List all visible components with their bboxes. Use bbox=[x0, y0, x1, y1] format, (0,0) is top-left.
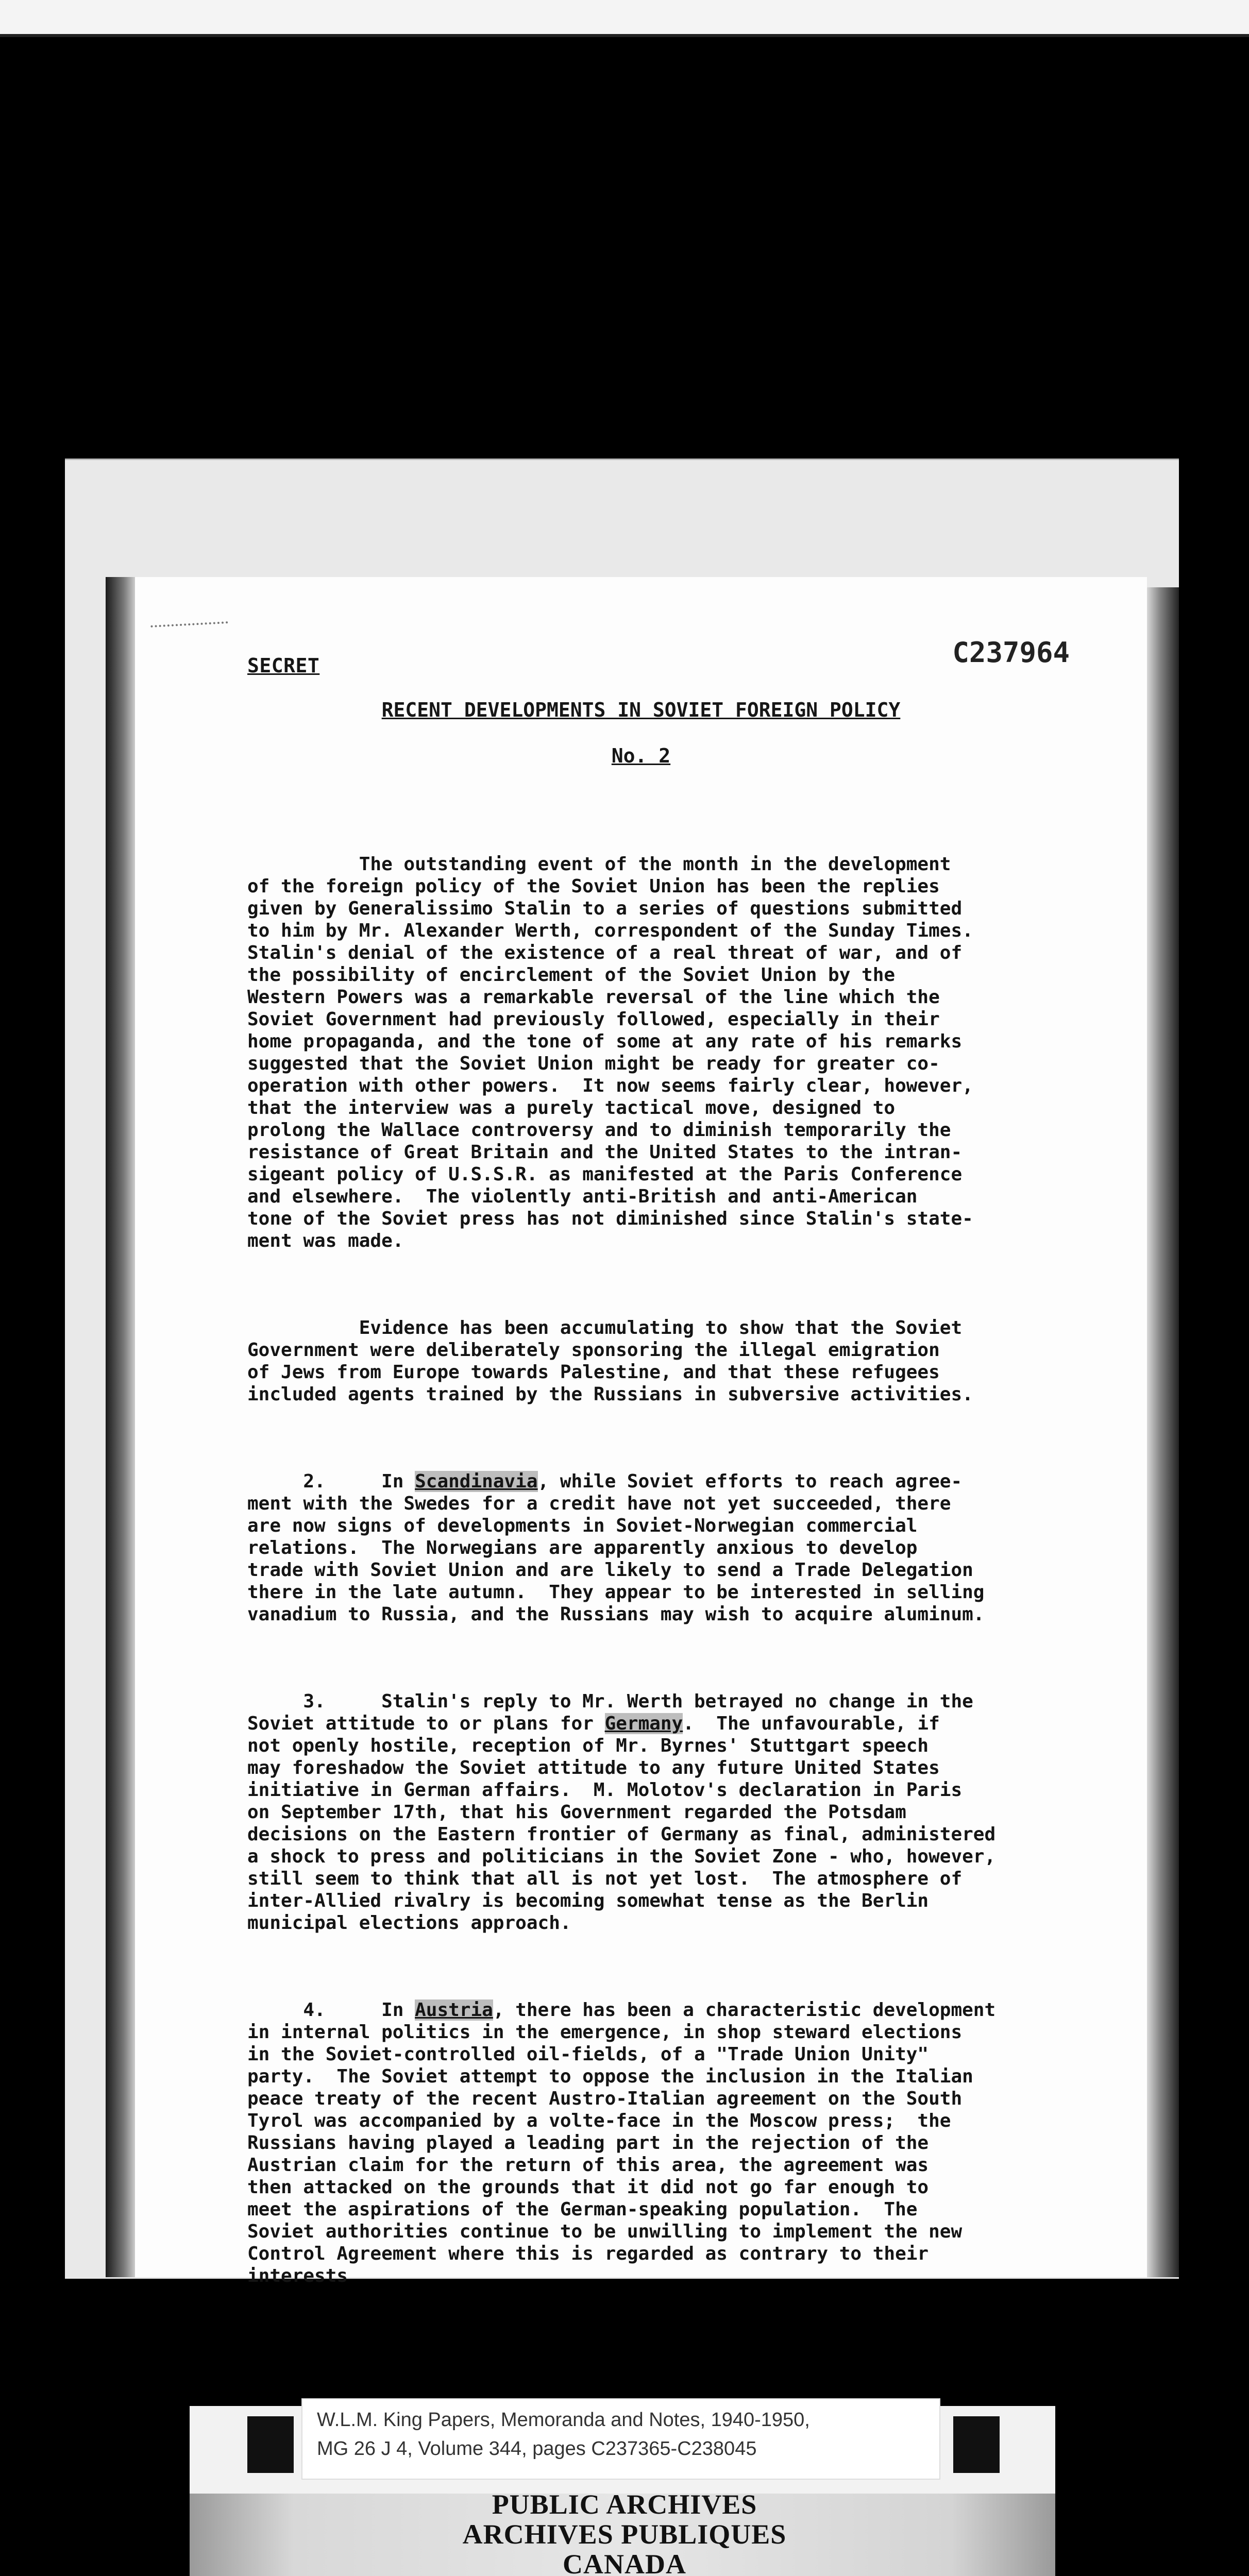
paragraph-1: Evidence has been accumulating to show that the Soviet Government were deliberately sponsoring the illegal emigration of Jews from Europe towards Palestine, and that these refugees included agents trained by the Russians in subversive activities. bbox=[247, 1317, 973, 1405]
paragraph-2-lead: 2. In bbox=[247, 1471, 415, 1492]
paragraph-3-lead: 3. Stalin's reply to Mr. Werth betrayed no change in the Soviet attitude to or plans for bbox=[247, 1691, 973, 1734]
paragraph-3 bbox=[247, 1690, 1134, 1934]
paragraph-4-lead: 4. In bbox=[247, 1999, 415, 2021]
document-number: No. 2 bbox=[611, 744, 671, 767]
caption-notch-left bbox=[247, 2416, 294, 2473]
archives-stamp-country: CANADA bbox=[563, 2549, 686, 2576]
pencil-mark bbox=[150, 614, 228, 628]
keyword-germany: Germany bbox=[604, 1713, 683, 1734]
classification-label: SECRET bbox=[247, 654, 320, 677]
document-page bbox=[135, 577, 1147, 2286]
citation-line-2: MG 26 J 4, Volume 344, pages C237365-C238045 bbox=[317, 2438, 757, 2460]
reference-number: C237964 bbox=[952, 636, 1070, 669]
film-top-strip bbox=[0, 0, 1249, 34]
keyword-scandinavia: Scandinavia bbox=[415, 1471, 538, 1492]
paragraph-4-text: , there has been a characteristic development in internal politics in the emergence, in shop steward elections in the Soviet-controlled oil-fields, of a "Trade Union Unity" party. The Soviet attempt to oppose the inclusion in the Italian peace treaty of the recent Austro-Italian agreement on the South Tyrol was accompanied by a volte-face in the Moscow press; the Russians having played a leading part in the rejection of the Austrian claim for the return of this area, the agreement was then attacked on the grounds that it did not go far enough to meet the aspirations of the German-speaking population. The Soviet authorities continue to be unwilling to implement the new Control Agreement where this is regarded as contrary to their interests bbox=[247, 1999, 996, 2286]
page-left-shadow bbox=[106, 577, 136, 2277]
keyword-austria: Austria bbox=[415, 1999, 493, 2021]
citation-label bbox=[301, 2398, 940, 2480]
archives-stamp-english: PUBLIC ARCHIVES bbox=[492, 2489, 757, 2520]
document-title: RECENT DEVELOPMENTS IN SOVIET FOREIGN POLICY bbox=[381, 699, 901, 721]
archives-stamp-french: ARCHIVES PUBLIQUES bbox=[462, 2519, 787, 2550]
paragraph-4 bbox=[247, 1999, 1134, 2287]
caption-notch-right bbox=[953, 2416, 1000, 2473]
paragraph-intro: The outstanding event of the month in the development of the foreign policy of the Soviet Union has been the replies given by Generalissimo Stalin to a series of questions submitted to him by Mr. Alexander Werth, correspondent of the Sunday Times. Stalin's denial of the existence of a real threat of war, and of the possibility of encirclement of the Soviet Union by the Western Powers was a remarkable reversal of the line which the Soviet Government had previously followed, especially in their home propaganda, and the tone of some at any rate of his remarks suggested that the Soviet Union might be ready for greater co- operation with other powers. It now seems fairly clear, however, that the interview was a purely tactical move, designed to prolong the Wallace controversy and to diminish temporarily the resistance of Great Britain and the United States to the intran- sigeant policy of U.S.S.R. as manifested at the Paris Conference and elsewhere. The violently anti-British and anti-American tone of the Soviet press has not diminished since Stalin's state- ment was made. bbox=[247, 854, 973, 1251]
page-right-shadow bbox=[1146, 587, 1179, 2277]
paragraph-2 bbox=[247, 1470, 1134, 1625]
paragraph-2-text: , while Soviet efforts to reach agree- ment with the Swedes for a credit have not yet succeeded, there are now signs of developments in Soviet-Norwegian commercial relations. The Norwegians are apparently anxious to develop trade with Soviet Union and are likely to send a Trade Delegation there in the late autumn. They appear to be interested in selling vanadium to Russia, and the Russians may wish to acquire aluminum. bbox=[247, 1471, 985, 1625]
paragraph-3-text: . The unfavourable, if not openly hostile, reception of Mr. Byrnes' Stuttgart speech may foreshadow the Soviet attitude to any future United States initiative in German affairs. M. Molotov's declaration in Paris on September 17th, that his Government regarded the Potsdam decisions on the Eastern frontier of Germany as final, administered a shock to press and politicians in the Soviet Zone - who, however, still seem to think that all is not yet lost. The atmosphere of inter-Allied rivalry is becoming somewhat tense as the Berlin municipal elections approach. bbox=[247, 1713, 996, 1934]
document-body bbox=[247, 809, 1134, 2352]
film-top-edge bbox=[0, 34, 1249, 37]
citation-line-1: W.L.M. King Papers, Memoranda and Notes, 1940-1950, bbox=[317, 2409, 810, 2431]
